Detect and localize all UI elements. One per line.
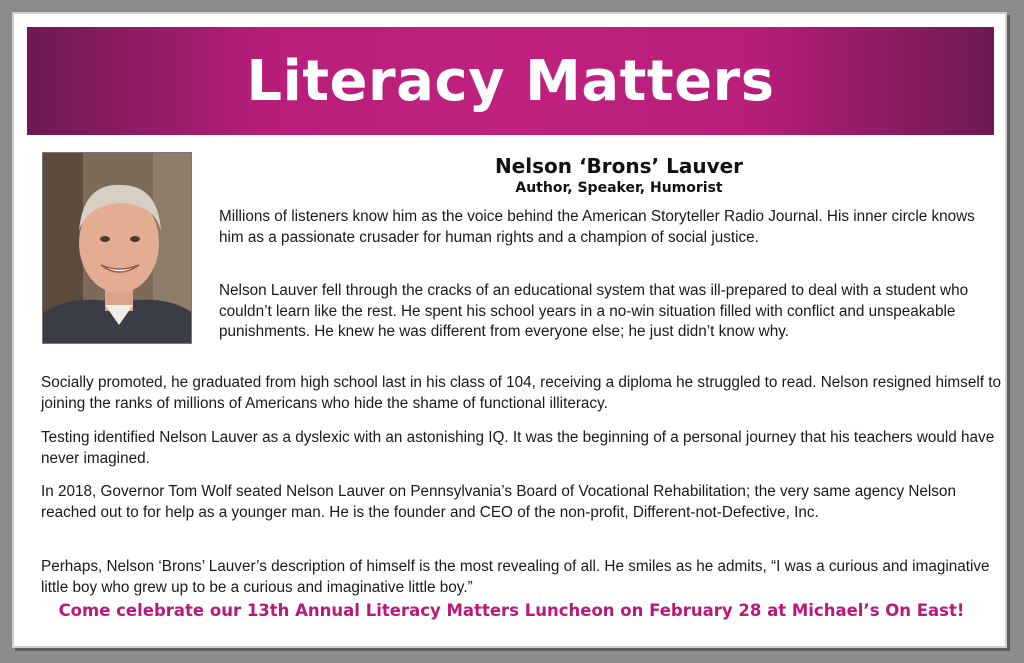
author-photo xyxy=(42,152,192,344)
bio-paragraph-1: Millions of listeners know him as the voice behind the American Storyteller Radio Journal. His inner circle knows him as a passionate crusader for human rights and a champion of social justice. xyxy=(219,208,975,246)
author-subtitle: Author, Speaker, Humorist xyxy=(515,180,723,196)
page-title: Literacy Matters xyxy=(246,48,775,114)
bio-paragraph-4: Testing identified Nelson Lauver as a dyslexic with an astonishing IQ. It was the beginning of a personal journey that his teachers would have never imagined. xyxy=(41,429,995,467)
flyer-card xyxy=(12,12,1007,648)
bio-paragraph-6: Perhaps, Nelson ‘Brons’ Lauver’s description of himself is the most revealing of all. He smiles as he admits, “I was a curious and imaginative little boy who grew up to be a curious and imaginative little boy.” xyxy=(41,558,990,596)
portrait-photo-icon xyxy=(43,153,192,344)
bio-paragraph-3: Socially promoted, he graduated from high school last in his class of 104, receiving a diploma he struggled to read. Nelson resigned himself to joining the ranks of millions of Americans who hide the shame of functional illiteracy. xyxy=(41,374,1001,412)
author-name: Nelson ‘Brons’ Lauver xyxy=(494,154,744,178)
header-banner xyxy=(27,27,994,135)
bio-paragraph-2: Nelson Lauver fell through the cracks of an educational system that was ill-prepared to deal with a student who couldn’t learn like the rest. He spent his school years in a no-win situation filled with conflict and unspeakable punishments. He knew he was different from everyone else; he just didn’t know why. xyxy=(219,282,969,340)
event-call-to-action: Come celebrate our 13th Annual Literacy Matters Luncheon on February 28 at Michael’s On East! xyxy=(58,601,965,620)
bio-paragraph-5: In 2018, Governor Tom Wolf seated Nelson Lauver on Pennsylvania’s Board of Vocational Rehabilitation; the very same agency Nelson reached out to for help as a younger man. He is the founder and CEO of the non-profit, Different-not-Defective, Inc. xyxy=(41,483,956,521)
